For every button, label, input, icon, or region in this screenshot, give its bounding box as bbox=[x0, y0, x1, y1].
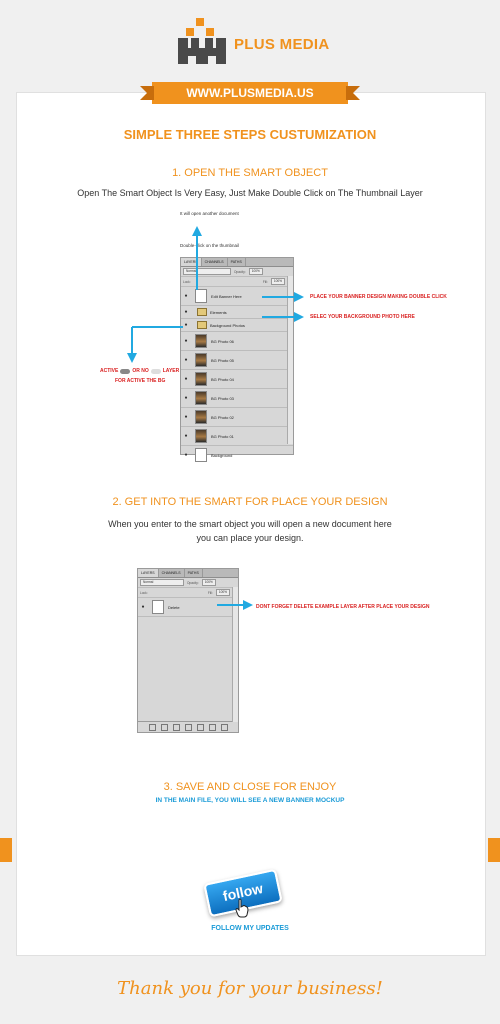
adjustment-icon[interactable] bbox=[185, 724, 192, 731]
layer-name: Edit Banner Here bbox=[211, 293, 242, 299]
eye-icon[interactable]: ● bbox=[184, 309, 188, 315]
eye-icon[interactable]: ● bbox=[184, 357, 188, 363]
step3-description: IN THE MAIN FILE, YOU WILL SEE A NEW BANNER MOCKUP bbox=[155, 797, 345, 804]
trash-icon[interactable] bbox=[221, 724, 228, 731]
fill-field[interactable]: 100% bbox=[271, 278, 285, 285]
side-tab-left bbox=[0, 838, 12, 862]
callout-banner: PLACE YOUR BANNER DESIGN MAKING DOUBLE CLICK bbox=[310, 294, 447, 300]
tab-layers[interactable]: LAYERS bbox=[181, 258, 202, 266]
eye-icon[interactable]: ● bbox=[184, 395, 188, 401]
arrow-icon bbox=[215, 598, 255, 612]
eye-icon[interactable]: ● bbox=[184, 376, 188, 382]
layer-name: BG Photo 02 bbox=[211, 414, 234, 420]
layers-panel-smart bbox=[137, 568, 239, 733]
fill-label: Fill: bbox=[262, 279, 268, 284]
hand-cursor-icon bbox=[234, 898, 250, 918]
callout-active bbox=[100, 368, 179, 374]
blend-mode-select[interactable]: Normal bbox=[183, 268, 231, 275]
blend-mode-select[interactable]: Normal bbox=[140, 579, 184, 586]
tab-layers[interactable]: LAYERS bbox=[138, 569, 159, 577]
fill-label: Fill: bbox=[207, 590, 213, 595]
brand-name: PLUS MEDIA bbox=[234, 36, 330, 53]
toggle-off-icon bbox=[151, 369, 161, 374]
side-tab-right bbox=[488, 838, 500, 862]
step3-title: 3. SAVE AND CLOSE FOR ENJOY bbox=[163, 781, 337, 793]
eye-icon[interactable]: ● bbox=[184, 293, 188, 299]
layer-name: BG Photo 03 bbox=[211, 395, 234, 401]
layer-name: Background bbox=[211, 452, 233, 458]
callout-active-prefix: ACTIVE bbox=[100, 368, 119, 374]
tab-paths[interactable]: PATHS bbox=[185, 569, 203, 577]
callout-delete: DONT FORGET DELETE EXAMPLE LAYER AFTER PLACE YOUR DESIGN bbox=[256, 604, 430, 610]
smart-object-thumbnail[interactable] bbox=[152, 600, 164, 614]
link-icon[interactable] bbox=[149, 724, 156, 731]
lock-label: Lock: bbox=[183, 279, 191, 284]
panel-footer bbox=[138, 721, 238, 732]
main-title: SIMPLE THREE STEPS CUSTUMIZATION bbox=[123, 127, 377, 142]
step1-description: Open The Smart Object Is Very Easy, Just Make Double Click on The Thumbnail Layer bbox=[77, 188, 423, 198]
note-double-click: Double-click on the thumbnail bbox=[180, 243, 240, 248]
mask-icon[interactable] bbox=[173, 724, 180, 731]
eye-icon[interactable]: ● bbox=[184, 322, 188, 328]
panel-tabs bbox=[138, 569, 238, 578]
new-layer-icon[interactable] bbox=[209, 724, 216, 731]
layer-name: BG Photo 06 bbox=[211, 338, 234, 344]
lock-label: Lock: bbox=[140, 590, 148, 595]
eye-icon[interactable]: ● bbox=[184, 452, 188, 458]
layer-name: BG Photo 04 bbox=[211, 376, 234, 382]
opacity-label: Opacity: bbox=[187, 580, 199, 585]
eye-icon[interactable]: ● bbox=[184, 338, 188, 344]
callout-background: SELEC YOUR BACKGROUND PHOTO HERE bbox=[310, 314, 415, 320]
blend-row bbox=[138, 578, 238, 588]
layer-name: Delete bbox=[168, 604, 180, 610]
opacity-field[interactable]: 100% bbox=[249, 268, 263, 275]
eye-icon[interactable]: ● bbox=[141, 604, 145, 610]
opacity-field[interactable]: 100% bbox=[202, 579, 216, 586]
lock-row bbox=[138, 588, 238, 598]
callout-active-line2: FOR ACTIVE THE BG bbox=[115, 378, 166, 384]
opacity-label: Opacity: bbox=[234, 269, 246, 274]
callout-active-suffix: LAYER bbox=[162, 368, 180, 374]
step2-description-1: When you enter to the smart object you will open a new document here bbox=[108, 519, 392, 529]
follow-caption[interactable]: FOLLOW MY UPDATES bbox=[211, 925, 289, 932]
group-icon[interactable] bbox=[197, 724, 204, 731]
step2-description-2: you can place your design. bbox=[196, 533, 304, 543]
callout-active-mid: OR NO bbox=[132, 368, 149, 374]
eye-icon[interactable]: ● bbox=[184, 414, 188, 420]
layer-name: Background Photos bbox=[210, 322, 245, 328]
fill-field[interactable]: 100% bbox=[216, 589, 230, 596]
step2-title: 2. GET INTO THE SMART FOR PLACE YOUR DESIGN bbox=[112, 496, 388, 508]
layer-name: BG Photo 05 bbox=[211, 357, 234, 363]
tab-channels[interactable]: CHANNELS bbox=[159, 569, 185, 577]
eye-icon[interactable]: ● bbox=[184, 433, 188, 439]
tab-channels[interactable]: CHANNELS bbox=[202, 258, 228, 266]
toggle-on-icon bbox=[120, 369, 130, 374]
layer-name: BG Photo 01 bbox=[211, 433, 234, 439]
tab-paths[interactable]: PATHS bbox=[228, 258, 246, 266]
layer-name: Elements bbox=[210, 309, 227, 315]
fx-icon[interactable] bbox=[161, 724, 168, 731]
note-open-document: It will open another document bbox=[180, 211, 239, 216]
website-ribbon[interactable]: WWW.PLUSMEDIA.US bbox=[152, 82, 348, 104]
step1-title: 1. OPEN THE SMART OBJECT bbox=[172, 167, 328, 179]
follow-button[interactable]: follow bbox=[203, 869, 282, 918]
arrow-icon bbox=[0, 0, 500, 460]
thank-you-note: Thank you for your business! bbox=[117, 978, 383, 999]
